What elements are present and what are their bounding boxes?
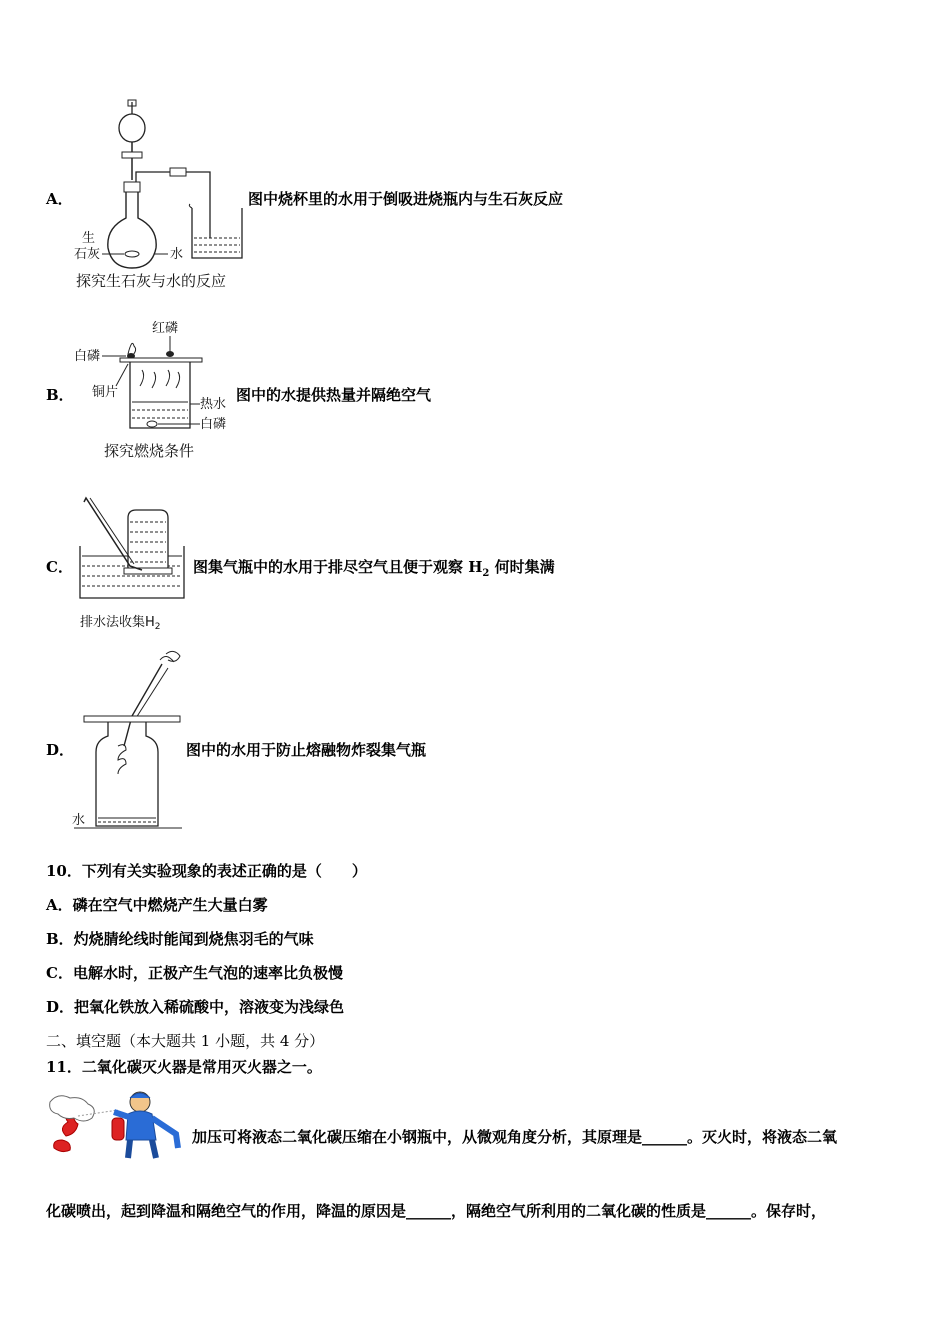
combustion-conditions-apparatus [72,316,242,466]
q10-stem: 10．下列有关实验现象的表述正确的是（ ） [46,862,367,880]
option-d-text: 图中的水用于防止熔融物炸裂集气瓶 [186,741,427,759]
water-displacement-apparatus [76,496,196,636]
option-b-label: B． [46,386,74,404]
label-shui: 水 [170,247,184,262]
iron-combustion-bottle [70,646,190,836]
option-b-text: 图中的水提供热量并隔绝空气 [236,386,432,404]
label-red-phosphorus: 红磷 [152,321,179,336]
label-water-d: 水 [72,813,86,828]
section-fill-in-title: 二、填空题（本大题共 1 小题，共 4 分） [46,1032,325,1050]
label-copper-sheet: 铜片 [92,385,119,400]
figure-b-caption: 探究燃烧条件 [104,442,195,460]
figure-a-caption: 探究生石灰与水的反应 [76,272,227,290]
option-c-label: C． [46,558,73,576]
q11-stem: 11．二氧化碳灭火器是常用灭火器之一。 [46,1058,322,1076]
option-c-text: 图集气瓶中的水用于排尽空气且便于观察 $H_2$ 何时集满 [193,558,555,579]
q11-line1: 加压可将液态二氧化碳压缩在小钢瓶中，从微观角度分析，其原理是______。灭火时，将液态二氧 [192,1128,838,1146]
label-white-phosphorus-bottom: 白磷 [200,417,227,432]
quicklime-water-apparatus [70,100,260,295]
option-a-text: 图中烧杯里的水用于倒吸进烧瓶内与生石灰反应 [248,190,564,208]
fire-extinguisher-illustration [48,1088,188,1160]
option-d-label: D． [46,741,75,759]
label-sheng: 生 [82,231,96,246]
q10-option-d: D．把氧化铁放入稀硫酸中，溶液变为浅绿色 [46,998,345,1016]
label-shihui: 石灰 [74,247,101,262]
q11-line2: 化碳喷出，起到降温和隔绝空气的作用，降温的原因是______，隔绝空气所利用的二氧化碳的性质是______。保存时， [46,1202,827,1220]
q10-option-a: A．磷在空气中燃烧产生大量白雾 [46,896,268,914]
label-hot-water: 热水 [200,397,227,412]
q10-option-c: C．电解水时，正极产生气泡的速率比负极慢 [46,964,343,982]
q10-option-b: B．灼烧腈纶线时能闻到烧焦羽毛的气味 [46,930,314,948]
option-a-label: A． [46,190,73,208]
label-white-phosphorus-top: 白磷 [74,349,101,364]
figure-c-caption: 排水法收集$H_2$ [80,615,161,632]
